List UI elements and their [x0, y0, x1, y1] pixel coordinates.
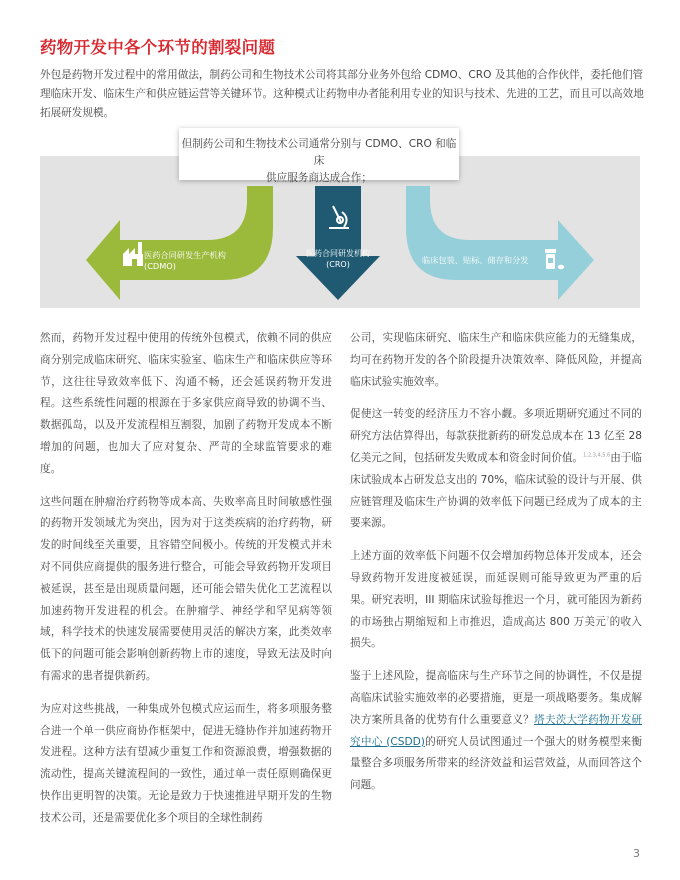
- intro-paragraph: 外包是药物开发过程中的常用做法，制药公司和生物技术公司将其部分业务外包给 CDMO、CRO 及其他的合作伙伴，委托他们管理临床开发、临床生产和供应链运营等关键环节。这种模式让药物申办者能利用专业的知识与技术、先进的工艺，而且可以高效地拓展研发规模。: [40, 69, 644, 119]
- right-paragraph-3-text: 上述方面的效率低下问题不仅会增加药物总体开发成本，还会导致药物开发进度被延误，而延误则可能导致更为严重的后果。研究表明，III 期临床试验每推迟一个月，就可能因为新药的市场独占期缩短和上市推迟，造成高达 800 万美元: [350, 550, 642, 628]
- right-paragraph-3-tail: 的收入损失。: [350, 615, 642, 650]
- diagram-callout: [179, 128, 459, 184]
- right-paragraph-2-text: 促使这一转变的经济压力不容小觑。多项近期研究通过不同的研究方法估算得出，每款获批新药的研发总成本在 13 亿至 28 亿美元之间，包括研发失败成本和资金时间价值。: [350, 408, 642, 464]
- left-paragraph-1: 然而，药物开发过程中使用的传统外包模式，依赖不同的供应商分别完成临床研究、临床实验室、临床生产和临床供应等环节，这往往导致效率低下、沟通不畅，还会延误药物开发进程。这些系统性问题的根源在于多家供应商导致的协调不当、数据孤岛，以及开发流程相互割裂，加剧了药物开发成本不断增加的问题，也加大了应对复杂、严苛的全球监管要求的难度。: [40, 332, 332, 475]
- cro-label-line-1: 医药合同研发机构: [306, 249, 370, 258]
- left-paragraph-3: 为应对这些挑战，一种集成外包模式应运而生，将多项服务整合进一个单一供应商协作框架中，促进无缝协作并加速药物开发进程。这种方法有望减少重复工作和资源浪费，增强数据的流动性，提高关键流程间的一致性，通过单一责任原则确保更快作出更明智的决策。无论是致力于快速推进早期开发的生物技术公司，还是需要优化多个项目的全球性制药: [40, 702, 332, 824]
- tufts-csdd-link[interactable]: 塔夫茨大学药物开发研究中心 (CSDD): [350, 713, 643, 748]
- callout-line-2: 供应服务商达成合作；: [266, 172, 372, 184]
- right-paragraph-2-tail: 由于临床试验成本占研发总支出的 70%，临床试验的设计与开展、供应链管理及临床生产协调的效率低下问题已经成为了成本的主要来源。: [350, 451, 643, 530]
- cdmo-label-line-1: 医药合同研发生产机构: [144, 250, 226, 260]
- left-paragraph-2: 这些问题在肿瘤治疗药物等成本高、失败率高且时间敏感性强的药物开发领域尤为突出，因为对于这类疾病的治疗药物，研发的时间线至关重要，且容错空间极小。传统的开发模式并未对不同供应商提供的服务进行整合，可能会导致药物开发项目被延误，甚至是出现质量问题，还可能会错失优化工艺流程以加速药物开发进程的机会。在肿瘤学、神经学和罕见病等领域，科学技术的快速发展需要使用灵活的解决方案，此类效率低下的问题可能会影响创新药物上市的速度，导致无法及时向有需求的患者提供新药。: [40, 495, 332, 682]
- right-paragraph-3: [350, 546, 642, 655]
- cro-label: [298, 248, 378, 270]
- outsourcing-diagram: [40, 128, 640, 328]
- cro-label-line-2: (CRO): [326, 260, 350, 269]
- right-paragraph-2: [350, 404, 642, 535]
- callout-line-1: 但制药公司和生物技术公司通常分别与 CDMO、CRO 和临床: [181, 138, 457, 167]
- left-column: [40, 328, 332, 841]
- page-title: 药物开发中各个环节的割裂问题: [40, 38, 276, 57]
- cdmo-label: [144, 250, 226, 272]
- citation-refs: 1,2,3,4,5,6: [583, 452, 611, 459]
- clinical-supply-label: 临床包装、贴标、储存和分发: [422, 255, 529, 265]
- right-column: [350, 328, 642, 808]
- right-paragraph-4: [350, 666, 642, 797]
- page-number: 3: [633, 847, 640, 860]
- right-paragraph-4-tail: 的研究人员试图通过一个强大的财务模型来衡量整合多项服务所带来的经济效益和运营效益，从而回答这个问题。: [350, 735, 643, 792]
- right-paragraph-1: 公司，实现临床研究、临床生产和临床供应能力的无缝集成，均可在药物开发的各个阶段提升决策效率、降低风险，并提高临床试验实施效率。: [350, 332, 642, 388]
- right-paragraph-4-text: 鉴于上述风险，提高临床与生产环节之间的协调性，不仅是提高临床试验实施效率的必要措施，更是一项战略要务。集成解决方案所具备的优势有什么重要意义？: [350, 670, 642, 726]
- citation-ref-7: 7: [606, 616, 610, 623]
- cdmo-label-line-2: (CDMO): [144, 261, 176, 271]
